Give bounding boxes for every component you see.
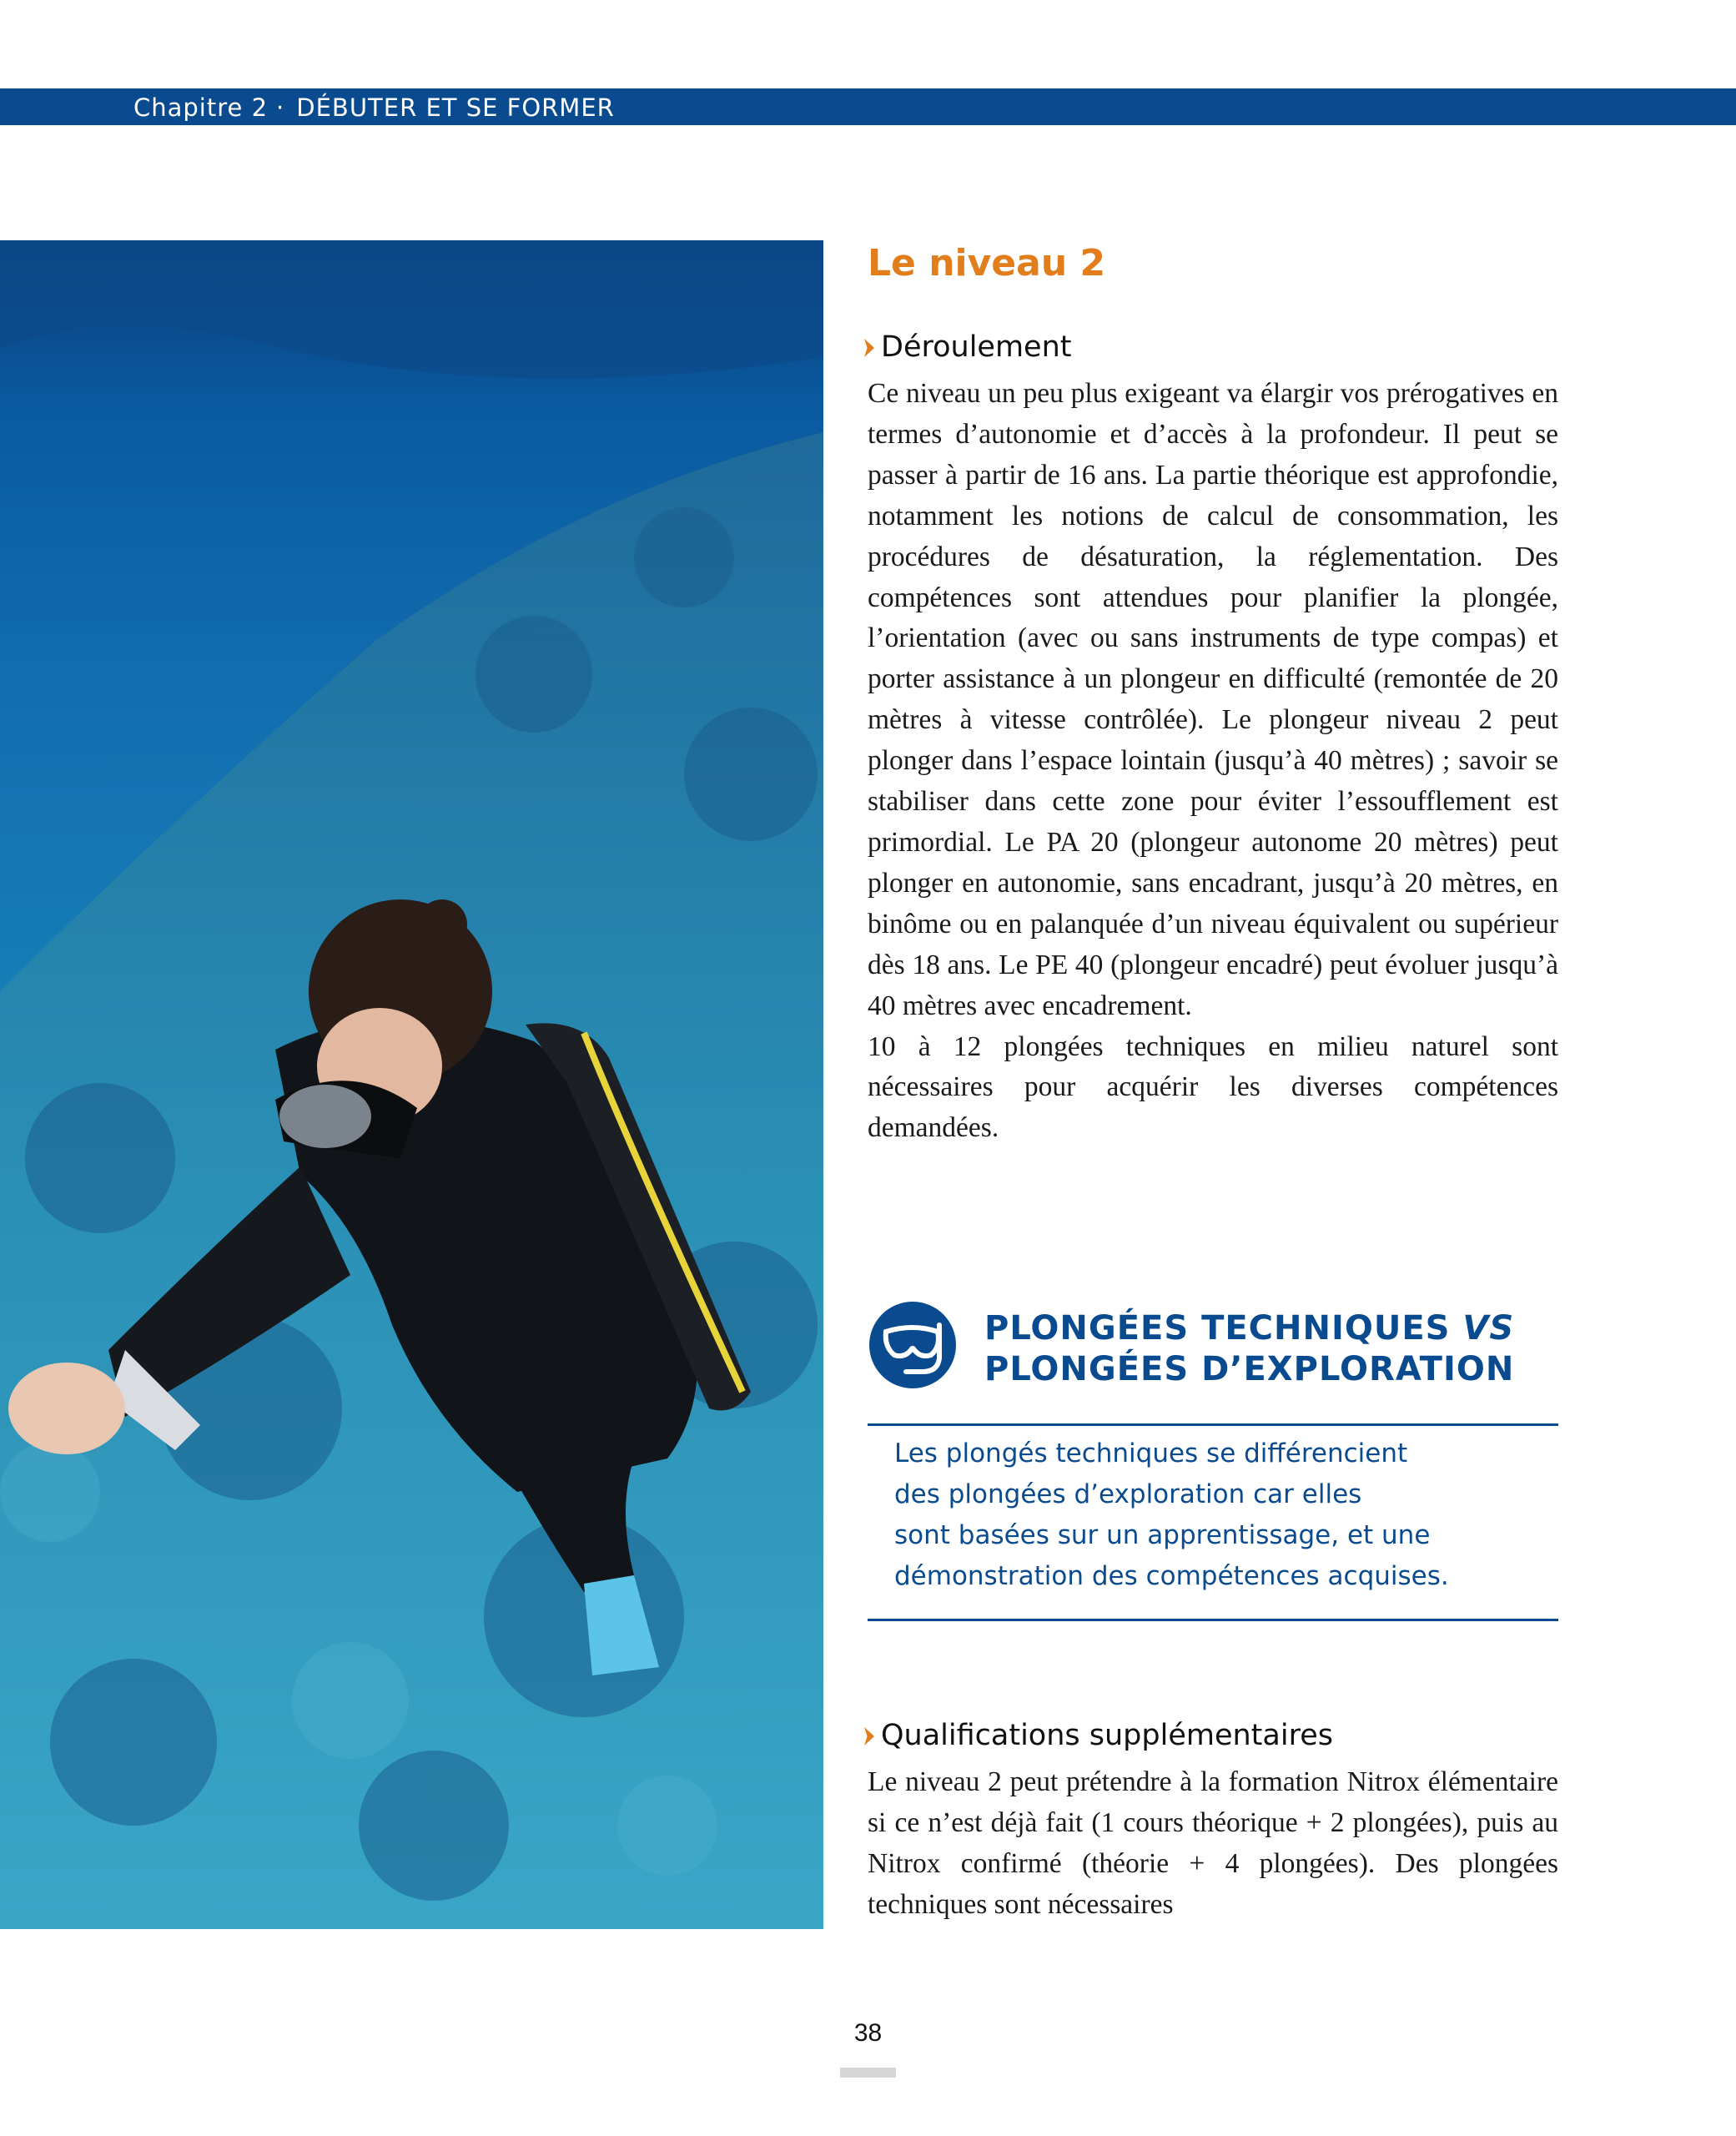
info-box-line-4: démonstration des compétences acquises. [894,1561,1449,1591]
deroulement-paragraph-2: 10 à 12 plongées techniques en milieu naturel sont nécessaires pour acquérir les diverses compétences demandées. [868,1030,1558,1144]
diving-mask-icon [868,1300,958,1390]
page-number-bar [840,2068,896,2078]
info-box-title-vs: VS [1462,1309,1515,1348]
info-box-line-2: des plongées d’exploration car elles [894,1479,1362,1509]
deroulement-text [868,374,1558,1149]
page-number: 38 [853,2019,883,2047]
chevron-right-icon [864,1727,874,1746]
section-title: Le niveau 2 [868,242,1106,285]
chapter-separator: · [276,93,285,122]
info-box-body [894,1433,1528,1597]
subsection-heading-text: Déroulement [881,330,1072,364]
qualifications-paragraph: Le niveau 2 peut prétendre à la formation Nitrox élémentaire si ce n’est déjà fait (1 cours théorique + 2 plongées), puis au Nitrox confirmé (théorie + 4 plongées). Des plongées techniques sont nécessaires [868,1766,1558,1920]
qualifications-text [868,1762,1558,1926]
subsection-heading-text: Qualifications supplémentaires [881,1719,1333,1752]
chapter-label: Chapitre 2 [133,93,269,122]
chevron-right-icon [864,339,874,357]
info-box-title [984,1308,1514,1390]
deroulement-paragraph-1: Ce niveau un peu plus exigeant va élargir vos prérogatives en termes d’autonomie et d’accès à la profondeur. Il peut se passer à partir de 16 ans. La partie théorique est approfondie, notamment les notions de calcul de consommation, les procédures de désaturation, la réglementation. Des compétences sont attendues pour planifier la plongée, l’orientation (avec ou sans instruments de type compas) et porter assistance à un plongeur en difficulté (remontée de 20 mètres à vitesse contrôlée). Le plongeur niveau 2 peut plonger dans l’espace lointain (jusqu’à 40 mètres) ; savoir se stabiliser dans cette zone pour éviter l’essoufflement est primordial. Le PA 20 (plongeur autonome 20 mètres) peut plonger en autonomie, sans encadrant, jusqu’à 20 mètres, en binôme ou en palanquée d’un niveau équivalent ou supérieur dès 18 ans. Le PE 40 (plongeur encadré) peut évoluer jusqu’à 40 mètres avec encadrement. [868,378,1558,1021]
info-box-bottom-rule [868,1619,1558,1621]
subsection-heading-qualifications [864,1719,1333,1752]
info-box-line-3: sont basées sur un apprentissage, et une [894,1520,1431,1550]
scuba-diver-photo [0,240,823,1929]
subsection-heading-deroulement [864,330,1072,364]
info-box-top-rule [868,1423,1558,1426]
chapter-title: DÉBUTER ET SE FORMER [296,93,615,122]
info-box-line-1: Les plongés techniques se différencient [894,1438,1408,1468]
info-box-title-line2: PLONGÉES D’EXPLORATION [984,1350,1515,1388]
chapter-header [133,88,615,125]
info-box-title-line1: PLONGÉES TECHNIQUES [984,1309,1463,1348]
